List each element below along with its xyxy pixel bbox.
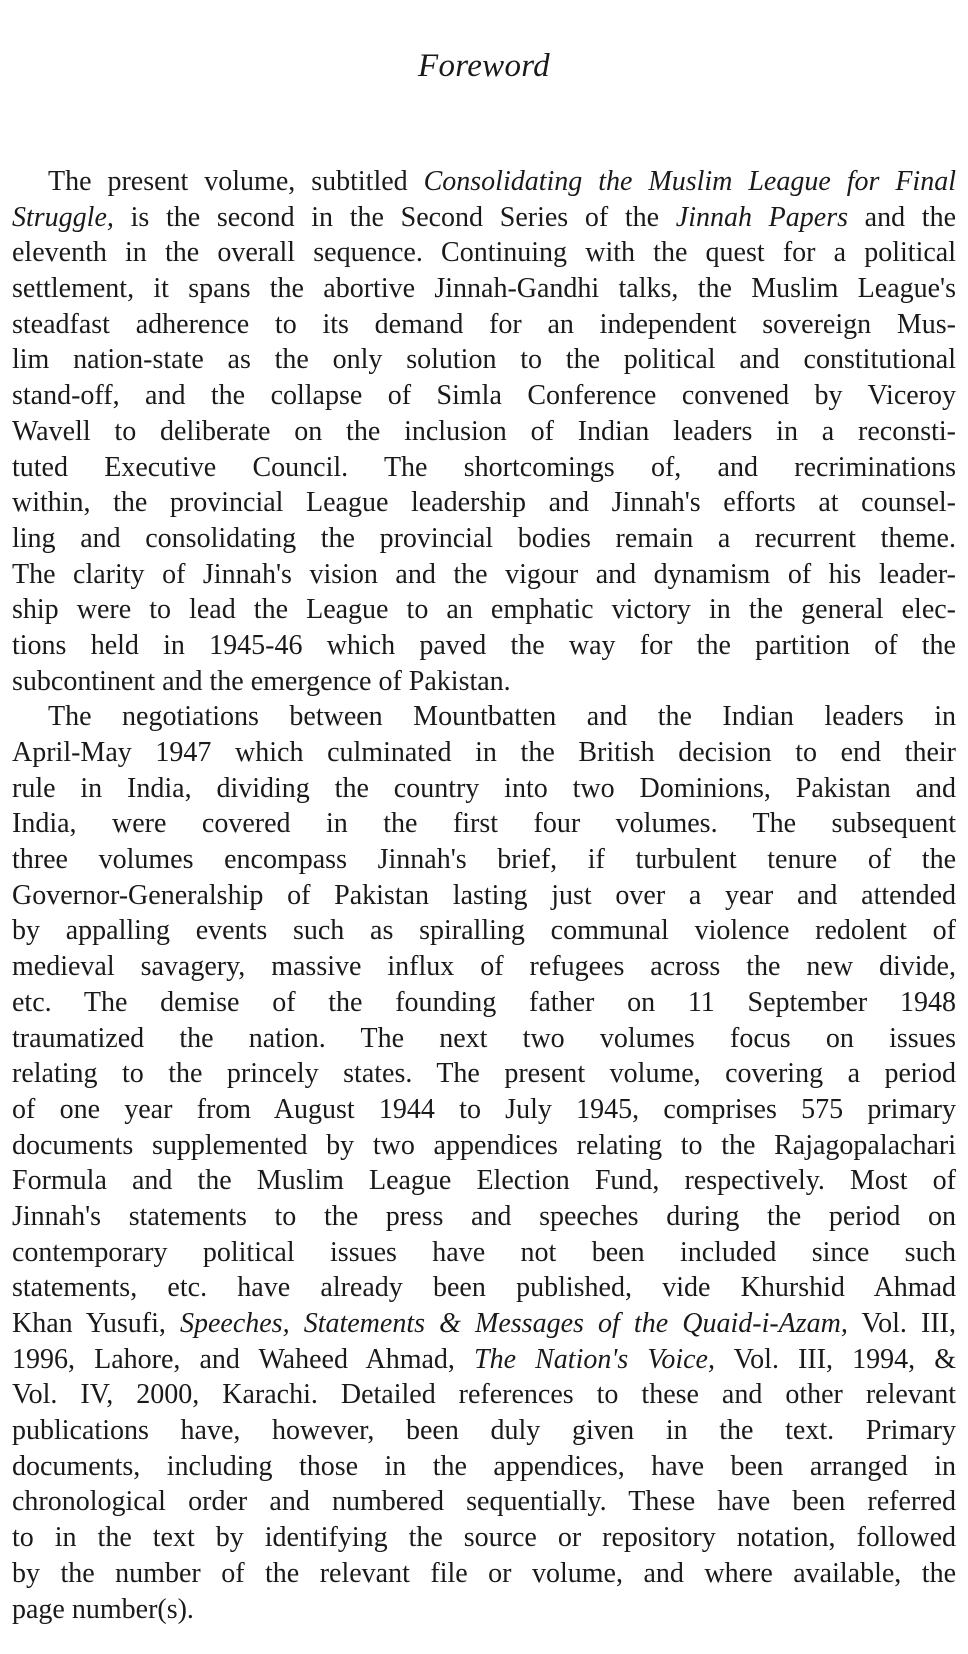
- text-run: tuted Executive Council. The shortcomings of, and recriminations: [12, 451, 956, 483]
- text-run: by the number of the relevant file or volume, and where available, the: [12, 1557, 956, 1589]
- text-run: contemporary political issues have not been included since such: [12, 1236, 956, 1268]
- text-run: settlement, it spans the abortive Jinnah-Gandhi talks, the Muslim League's: [12, 273, 956, 305]
- text-line: [12, 1342, 956, 1378]
- text-line: [12, 735, 956, 771]
- text-run: ship were to lead the League to an emphatic victory in the general elec-: [12, 594, 956, 626]
- text-line: [12, 271, 956, 307]
- text-line: [12, 1056, 956, 1092]
- text-line: [12, 485, 956, 521]
- italic-title: Speeches, Statements & Messages of the Quaid-i-Azam,: [179, 1308, 848, 1339]
- text-line: [12, 1556, 956, 1592]
- text-run: The present volume, subtitled: [48, 166, 424, 197]
- text-line: [12, 1021, 956, 1057]
- text-run: lim nation-state as the only solution to the political and constitutional: [12, 344, 956, 376]
- text-run: traumatized the nation. The next two volumes focus on issues: [12, 1022, 956, 1054]
- text-line: [12, 164, 956, 200]
- text-run: subcontinent and the emergence of Pakistan.: [12, 665, 511, 697]
- body-text: [12, 164, 956, 1627]
- text-line: [12, 200, 956, 236]
- text-line: [12, 628, 956, 664]
- text-line: [12, 1270, 956, 1306]
- text-line: [12, 1128, 956, 1164]
- text-run: relating to the princely states. The present volume, covering a period: [12, 1058, 956, 1090]
- text-line: [12, 235, 956, 271]
- text-run: within, the provincial League leadership and Jinnah's efforts at counsel-: [12, 487, 956, 519]
- text-line: [12, 913, 956, 949]
- text-line: [12, 1520, 956, 1556]
- text-run: etc. The demise of the founding father on 11 September 1948: [12, 986, 956, 1018]
- text-run: India, were covered in the first four volumes. The subsequent: [12, 808, 956, 840]
- text-line: [12, 699, 956, 735]
- text-line: [12, 1377, 956, 1413]
- italic-title: Struggle,: [12, 201, 114, 233]
- text-run: statements, etc. have already been published, vide Khurshid Ahmad: [12, 1272, 956, 1304]
- paragraph: [12, 699, 956, 1627]
- text-line: [12, 521, 956, 557]
- text-run: Vol. III,: [847, 1308, 956, 1339]
- text-run: chronological order and numbered sequentially. These have been referred: [12, 1486, 956, 1518]
- text-run: publications have, however, been duly given in the text. Primary: [12, 1415, 956, 1447]
- text-run: is the second in the Second Series of the: [113, 201, 676, 233]
- text-run: Governor-Generalship of Pakistan lasting just over a year and attended: [12, 879, 956, 911]
- text-run: Khan Yusufi,: [12, 1308, 180, 1339]
- text-line: [12, 450, 956, 486]
- text-run: by appalling events such as spiralling communal violence redolent of: [12, 915, 956, 947]
- text-run: The clarity of Jinnah's vision and the vigour and dynamism of his leader-: [12, 558, 956, 590]
- text-run: documents supplemented by two appendices relating to the Rajagopalachari: [12, 1129, 956, 1161]
- text-run: The negotiations between Mountbatten and the Indian leaders in: [48, 701, 956, 733]
- text-line: [12, 985, 956, 1021]
- text-line: [12, 1163, 956, 1199]
- text-run: of one year from August 1944 to July 1945, comprises 575 primary: [12, 1093, 956, 1125]
- text-line: [12, 771, 956, 807]
- text-run: Formula and the Muslim League Election Fund, respectively. Most of: [12, 1165, 956, 1197]
- italic-title: Jinnah Papers: [675, 201, 848, 233]
- text-run: page number(s).: [12, 1593, 194, 1625]
- text-run: steadfast adherence to its demand for an independent sovereign Mus-: [12, 308, 956, 340]
- text-run: ling and consolidating the provincial bodies remain a recurrent theme.: [12, 522, 956, 554]
- text-run: Wavell to deliberate on the inclusion of Indian leaders in a reconsti-: [12, 415, 956, 447]
- text-line: [12, 1413, 956, 1449]
- text-line: [12, 1484, 956, 1520]
- text-run: and the: [847, 201, 956, 233]
- text-run: rule in India, dividing the country into two Dominions, Pakistan and: [12, 772, 956, 804]
- text-line: [12, 342, 956, 378]
- text-line: [12, 664, 956, 700]
- text-line: [12, 1306, 956, 1342]
- text-line: [12, 1199, 956, 1235]
- text-run: tions held in 1945-46 which paved the way for the partition of the: [12, 629, 956, 661]
- text-line: [12, 557, 956, 593]
- italic-title: Consolidating the Muslim League for Final: [423, 166, 956, 197]
- text-line: [12, 307, 956, 343]
- text-line: [12, 1235, 956, 1271]
- text-run: medieval savagery, massive influx of refugees across the new divide,: [12, 951, 956, 983]
- text-line: [12, 806, 956, 842]
- text-line: [12, 842, 956, 878]
- text-run: Vol. IV, 2000, Karachi. Detailed references to these and other relevant: [12, 1379, 956, 1411]
- text-run: April-May 1947 which culminated in the British decision to end their: [12, 737, 956, 768]
- text-run: stand-off, and the collapse of Simla Conference convened by Viceroy: [12, 380, 956, 412]
- paragraph: [12, 164, 956, 699]
- text-run: Vol. III, 1994, &: [714, 1343, 956, 1375]
- text-line: [12, 378, 956, 414]
- text-line: [12, 1092, 956, 1128]
- text-line: [12, 1449, 956, 1485]
- text-run: eleventh in the overall sequence. Continuing with the quest for a political: [12, 237, 956, 269]
- text-line: [12, 414, 956, 450]
- text-run: three volumes encompass Jinnah's brief, if turbulent tenure of the: [12, 844, 956, 876]
- page-heading: Foreword: [418, 48, 550, 84]
- text-run: 1996, Lahore, and Waheed Ahmad,: [12, 1343, 475, 1375]
- text-line: [12, 949, 956, 985]
- text-run: to in the text by identifying the source or repository notation, followed: [12, 1522, 956, 1554]
- text-line: [12, 592, 956, 628]
- text-run: Jinnah's statements to the press and speeches during the period on: [12, 1200, 956, 1232]
- text-run: documents, including those in the appendices, have been arranged in: [12, 1450, 956, 1482]
- italic-title: The Nation's Voice,: [474, 1343, 715, 1375]
- text-line: [12, 878, 956, 914]
- text-line: [12, 1592, 956, 1628]
